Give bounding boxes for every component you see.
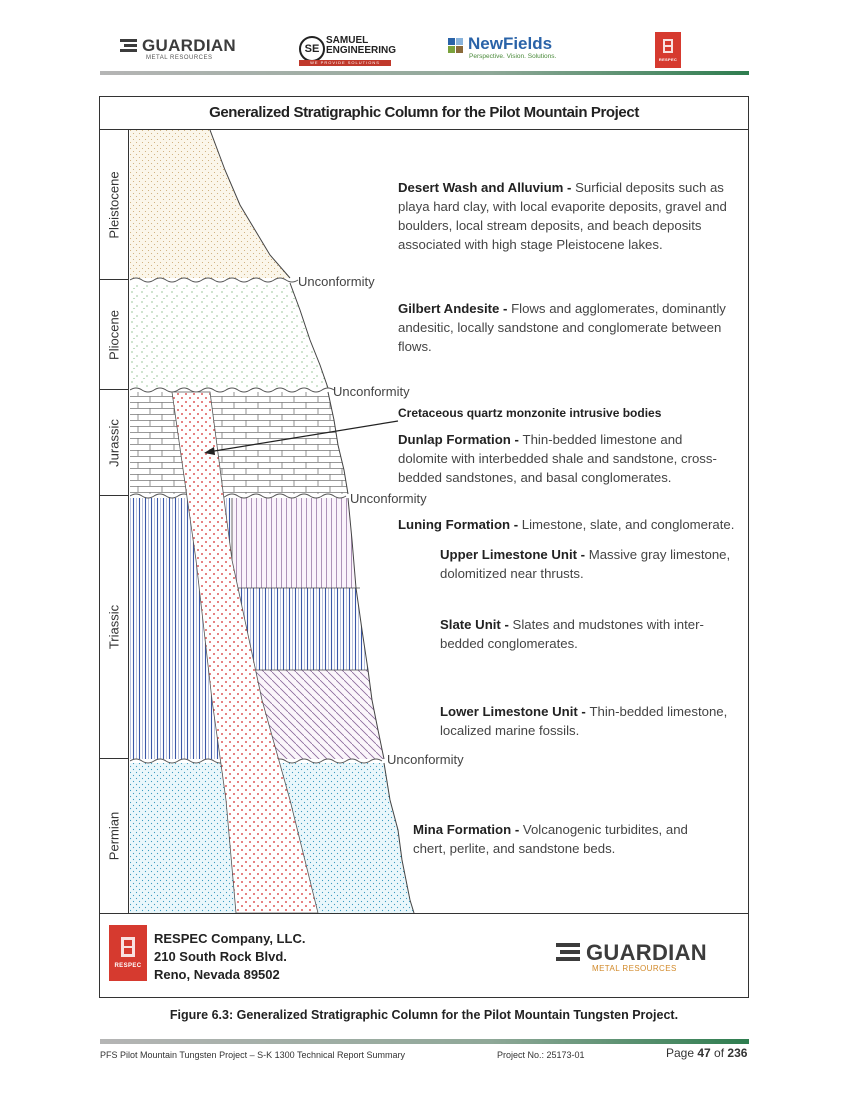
page-current: 47 (697, 1046, 711, 1060)
period-label: Triassic (106, 604, 121, 650)
figure-title: Generalized Stratigraphic Column for the Pilot Mountain Project (209, 104, 639, 121)
unit-luning-formation (398, 515, 743, 534)
respec-logo-text: RESPEC (114, 963, 142, 969)
guardian-logo (556, 940, 726, 972)
respec-logo (109, 925, 147, 981)
project-number: Project No.: 25173-01 (497, 1050, 585, 1060)
unit-mina-formation (413, 820, 713, 858)
unit-description: Volcanogenic turbidites, and chert, perlite, and sandstone beds. (413, 822, 688, 856)
unit-title: Slate Unit - (440, 617, 513, 632)
guardian-subtitle: METAL RESOURCES (592, 964, 677, 973)
guardian-wordmark: GUARDIAN (142, 36, 237, 55)
city-address: Reno, Nevada 89502 (154, 967, 280, 982)
newfields-square-icon (456, 38, 463, 45)
guardian-logo (120, 36, 245, 64)
unit-title: Gilbert Andesite - (398, 301, 512, 316)
unit-title: Mina Formation - (413, 822, 523, 837)
engineering-word: ENGINEERING (326, 45, 397, 56)
period-label: Pleistocene (106, 170, 121, 239)
unconformity-label: Unconformity (298, 274, 375, 289)
samuel-tagline: WE PROVIDE SOLUTIONS (299, 60, 391, 66)
period-cell-jurassic (99, 390, 129, 496)
period-label: Pliocene (106, 309, 121, 360)
newfields-square-icon (448, 38, 455, 45)
page-total: 236 (727, 1046, 748, 1060)
guardian-subtitle: METAL RESOURCES (146, 55, 213, 61)
unit-description: Slates and mudstones with inter-bedded conglomerates. (440, 617, 704, 651)
unit-description: Limestone, slate, and conglomerate. (521, 517, 735, 532)
figure-caption: Figure 6.3: Generalized Stratigraphic Column for the Pilot Mountain Tungsten Project. (169, 1008, 679, 1022)
respec-address (154, 930, 305, 984)
unconformity-label: Unconformity (333, 384, 410, 399)
unit-lower-limestone (440, 702, 740, 740)
unit-description: Flows and agglomerates, dominantly andesitic, locally sandstone and conglomerate between flows. (398, 301, 726, 354)
street-address: 210 South Rock Blvd. (154, 949, 287, 964)
unit-title: Desert Wash and Alluvium - (398, 180, 576, 195)
samuel-engineering-logo (299, 35, 397, 66)
respec-mark-icon (109, 925, 147, 981)
period-label: Jurassic (106, 418, 121, 467)
unit-upper-limestone (440, 545, 740, 583)
unit-gilbert-andesite (398, 299, 740, 356)
header-rule (100, 71, 749, 75)
unit-title: Lower Limestone Unit - (440, 704, 590, 719)
unit-description: Thin-bedded limestone and dolomite with interbedded shale and sandstone, cross-bedded sandstones, and basal conglomerates. (398, 432, 717, 485)
unconformity-label: Unconformity (387, 752, 464, 767)
respec-logo-text: RESPEC (658, 57, 678, 62)
unit-slate (440, 615, 730, 653)
period-label: Permian (106, 811, 121, 861)
company-name: RESPEC Company, LLC. (154, 931, 306, 946)
respec-logo (655, 32, 681, 68)
guardian-bars-icon (556, 943, 580, 964)
newfields-square-icon (448, 46, 455, 53)
respec-mark-icon (655, 32, 681, 68)
period-cell-pleistocene (99, 130, 129, 280)
guardian-bars-icon (120, 39, 137, 54)
newfields-logo (448, 36, 568, 64)
page-of: of (710, 1046, 728, 1060)
unit-description: Thin-bedded limestone, localized marine fossils. (440, 704, 728, 738)
period-cell-permian (99, 759, 129, 913)
guardian-wordmark: GUARDIAN (586, 940, 707, 965)
unconformity-label: Unconformity (350, 491, 427, 506)
newfields-tagline: Perspective. Vision. Solutions. (469, 53, 557, 60)
period-cell-pliocene (99, 280, 129, 390)
unit-description: Surficial deposits such as playa hard clay, with local evaporite deposits, gravel and boulders, local stream deposits, and beach deposits associated with high stage Pleistocene lakes. (398, 180, 727, 252)
unit-description: Massive gray limestone, dolomitized near thrusts. (440, 547, 731, 581)
intrusive-label: Cretaceous quartz monzonite intrusive bodies (398, 406, 662, 420)
unit-title: Upper Limestone Unit - (440, 547, 589, 562)
unit-title: Luning Formation - (398, 517, 522, 532)
unit-title: Dunlap Formation - (398, 432, 523, 447)
period-cell-triassic (99, 496, 129, 759)
samuel-word: SAMUEL (326, 35, 369, 46)
figure-title-bar (99, 96, 749, 130)
footer-rule (100, 1039, 749, 1044)
report-title: PFS Pilot Mountain Tungsten Project – S-K 1300 Technical Report Summary (100, 1050, 405, 1060)
se-mark-icon: SE (299, 36, 325, 62)
unit-dunlap-formation (398, 430, 730, 487)
page-number (666, 1046, 747, 1060)
page-word: Page (666, 1046, 698, 1060)
unit-desert-wash (398, 178, 740, 254)
newfields-square-icon (456, 46, 463, 53)
newfields-wordmark: NewFields (468, 34, 553, 53)
